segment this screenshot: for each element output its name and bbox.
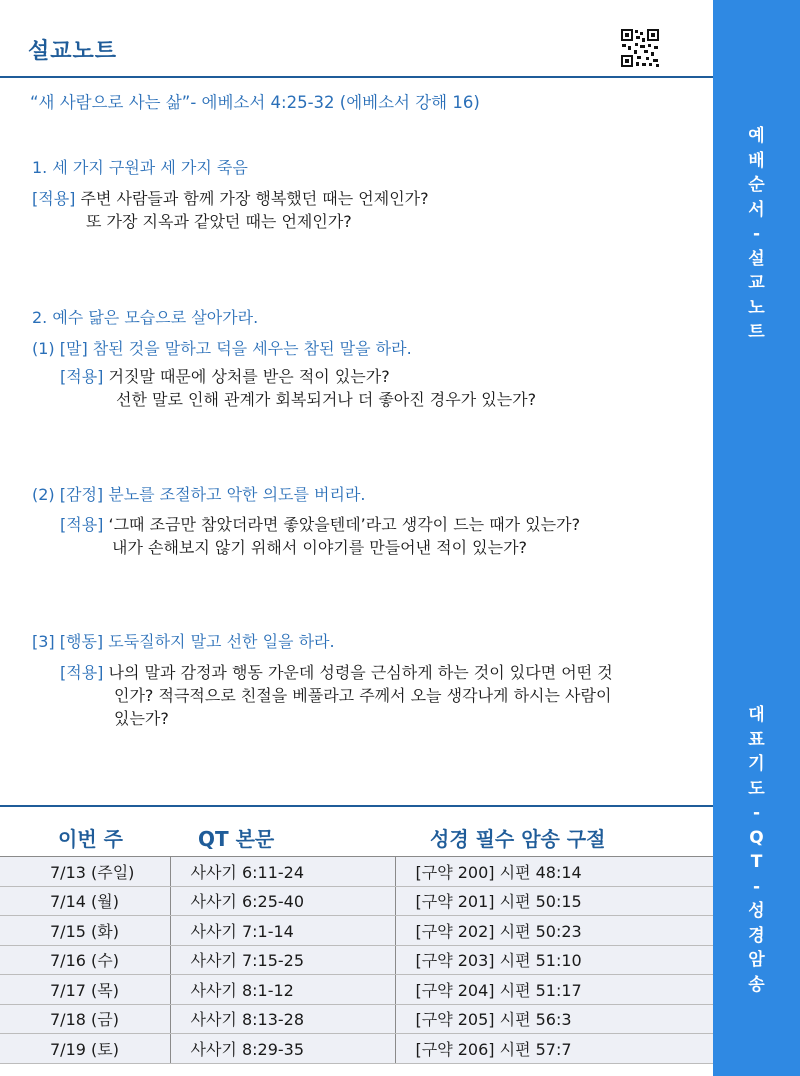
schedule-table [0, 856, 713, 1064]
application-tag: [적용] [60, 367, 104, 386]
column-header-memory-verse: 성경 필수 암송 구절 [430, 827, 606, 851]
application-2-line-1: [적용] 거짓말 때문에 상처를 받은 적이 있는가? [60, 367, 390, 386]
qt-cell: 사사기 6:11-24 [170, 857, 395, 887]
qt-cell: 사사기 8:29-35 [170, 1034, 395, 1064]
date-cell: 7/14 (월) [0, 886, 170, 916]
sidebar-bottom-label: 대 표 기 도 - Q T - 성 경 암 송 [748, 705, 765, 995]
application-3-line-2: 내가 손해보지 않기 위해서 이야기를 만들어낸 적이 있는가? [112, 538, 528, 557]
application-1-line-1: [적용] 주변 사람들과 함께 가장 행복했던 때는 언제인가? [32, 189, 429, 208]
sidebar-top-label: 예 배 순 서 - 설 교 노 트 [748, 126, 765, 342]
subpoint-3-heading: [3] [행동] 도둑질하지 말고 선한 일을 하라. [32, 632, 335, 651]
qr-code-icon[interactable] [620, 28, 660, 68]
qt-cell: 사사기 8:1-12 [170, 975, 395, 1005]
application-1-line-2: 또 가장 지옥과 같았던 때는 언제인가? [86, 212, 352, 231]
date-cell: 7/17 (목) [0, 975, 170, 1005]
table-divider [0, 805, 713, 807]
table-row [0, 1004, 713, 1034]
point-2-heading: 2. 예수 닮은 모습으로 살아가라. [32, 308, 259, 327]
application-tag: [적용] [60, 515, 104, 534]
application-4-line-1: [적용] 나의 말과 감정과 행동 가운데 성령을 근심하게 하는 것이 있다면 어떤 것 [60, 663, 613, 682]
verse-cell: [구약 203] 시편 51:10 [395, 945, 713, 975]
date-cell: 7/15 (화) [0, 916, 170, 946]
qt-cell: 사사기 7:15-25 [170, 945, 395, 975]
verse-cell: [구약 204] 시편 51:17 [395, 975, 713, 1005]
application-3-line-1: [적용] ‘그때 조금만 참았더라면 좋았을텐데’라고 생각이 드는 때가 있는가? [60, 515, 581, 534]
verse-cell: [구약 202] 시편 50:23 [395, 916, 713, 946]
table-row [0, 945, 713, 975]
verse-cell: [구약 200] 시편 48:14 [395, 857, 713, 887]
subpoint-1-heading: (1) [말] 참된 것을 말하고 덕을 세우는 참된 말을 하라. [32, 339, 412, 358]
qt-cell: 사사기 8:13-28 [170, 1004, 395, 1034]
verse-cell: [구약 201] 시편 50:15 [395, 886, 713, 916]
date-cell: 7/18 (금) [0, 1004, 170, 1034]
date-cell: 7/13 (주일) [0, 857, 170, 887]
column-header-qt: QT 본문 [198, 827, 275, 851]
verse-cell: [구약 206] 시편 57:7 [395, 1034, 713, 1064]
page-title: 설교노트 [28, 39, 118, 64]
column-header-week: 이번 주 [58, 827, 123, 851]
header-divider [0, 76, 713, 78]
date-cell: 7/16 (수) [0, 945, 170, 975]
sidebar [713, 0, 800, 1076]
application-2-line-2: 선한 말로 인해 관계가 회복되거나 더 좋아진 경우가 있는가? [116, 390, 537, 409]
qt-cell: 사사기 7:1-14 [170, 916, 395, 946]
point-1-heading: 1. 세 가지 구원과 세 가지 죽음 [32, 158, 248, 177]
date-cell: 7/19 (토) [0, 1034, 170, 1064]
table-row [0, 1034, 713, 1064]
application-4-line-2: 인가? 적극적으로 친절을 베풀라고 주께서 오늘 생각나게 하시는 사람이 [114, 686, 612, 705]
application-4-line-3: 있는가? [114, 709, 169, 728]
table-row [0, 857, 713, 887]
application-tag: [적용] [32, 189, 76, 208]
table-row [0, 916, 713, 946]
application-tag: [적용] [60, 663, 104, 682]
subpoint-2-heading: (2) [감정] 분노를 조절하고 악한 의도를 버리라. [32, 485, 366, 504]
table-row [0, 975, 713, 1005]
qt-cell: 사사기 6:25-40 [170, 886, 395, 916]
table-row [0, 886, 713, 916]
sermon-title: “새 사람으로 사는 삶”- 에베소서 4:25-32 (에베소서 강해 16) [30, 93, 480, 112]
verse-cell: [구약 205] 시편 56:3 [395, 1004, 713, 1034]
